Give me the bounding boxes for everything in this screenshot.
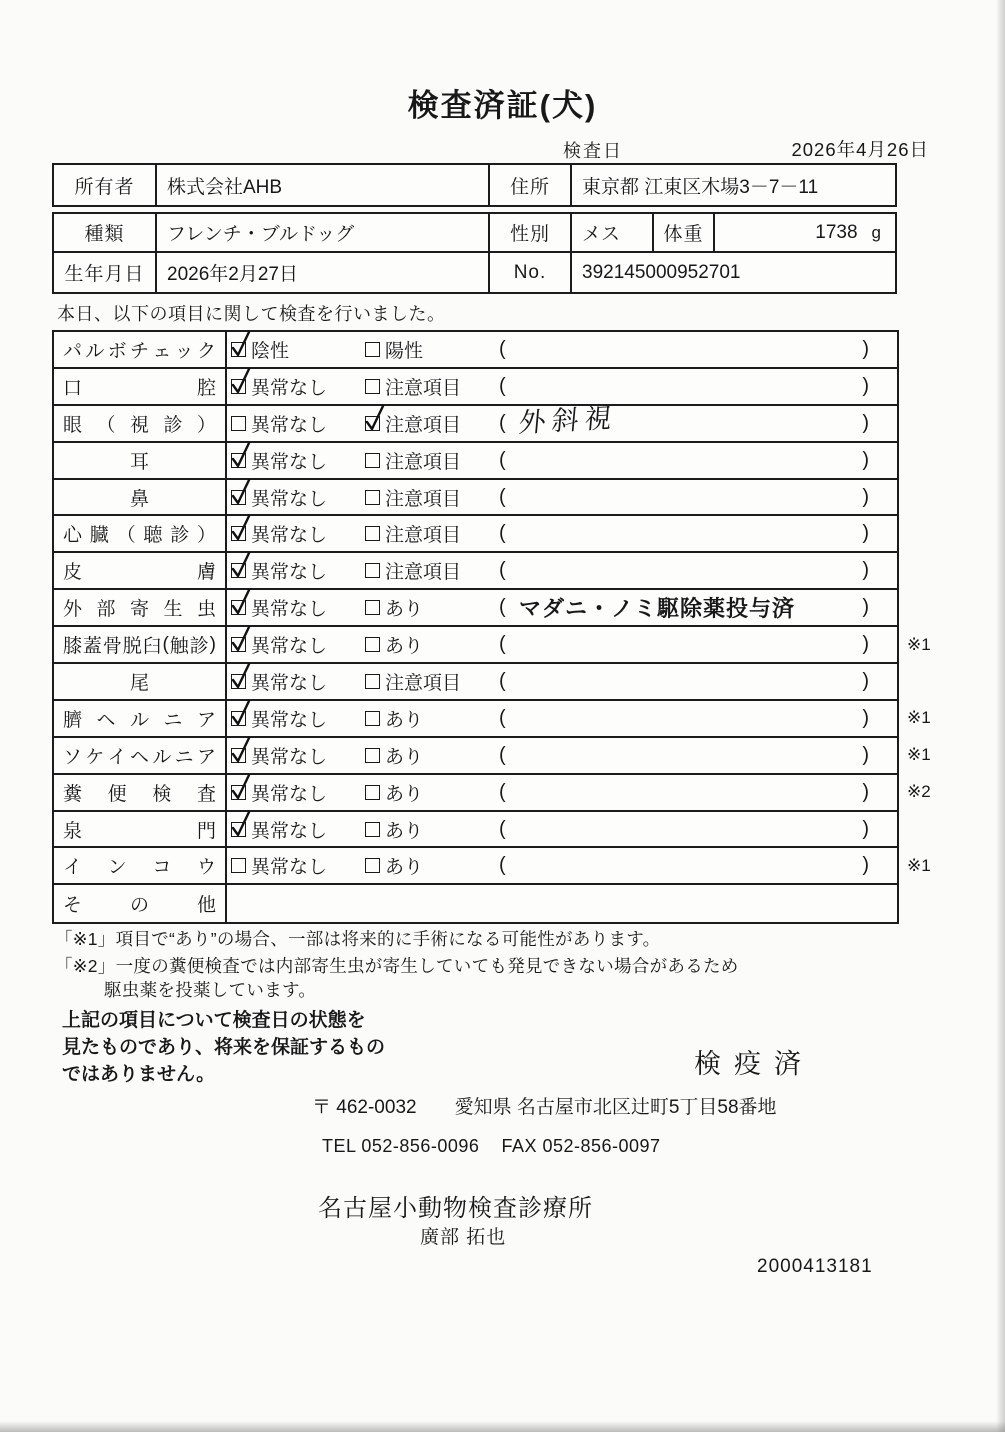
option2-label: 注意項目 [385, 562, 462, 584]
note-text: 外斜視 [517, 402, 619, 438]
checkbox1 [231, 600, 246, 615]
option2-label: 注意項目 [385, 525, 462, 547]
option-1 [231, 738, 327, 773]
checkbox1 [231, 526, 246, 541]
address-label: 住所 [490, 165, 572, 205]
checklist-row [54, 885, 897, 922]
item-label: 耳 [54, 443, 227, 478]
option1-label: 陰性 [251, 340, 290, 362]
checklist-row [54, 664, 897, 701]
check-mark-icon [230, 624, 252, 654]
option-1 [231, 516, 327, 551]
checkbox2 [365, 526, 380, 541]
option-1 [231, 701, 327, 736]
clinic-tel: TEL 052-856-0096 [322, 1136, 480, 1156]
option1-label: 異常なし [251, 857, 328, 879]
item-label: 臍 ヘ ル ニ ア [54, 701, 227, 736]
option2-label: あり [385, 709, 424, 731]
item-label: 糞 便 検 査 [54, 775, 227, 810]
intro-sentence: 本日、以下の項目に関して検査を行いました。 [57, 304, 446, 324]
option2-label: あり [385, 599, 424, 621]
checklist-row [54, 332, 897, 369]
clinic-address: 愛知県 名古屋市北区辻町5丁目58番地 [454, 1097, 777, 1118]
footnote-1: 「※1」項目で“あり”の場合、一部は将来的に手術になる可能性があります。 [55, 929, 661, 949]
option-2 [365, 332, 423, 367]
option-2 [365, 369, 461, 404]
option-1 [231, 369, 327, 404]
option-2 [365, 443, 461, 478]
check-mark-icon [230, 698, 252, 728]
option2-label: 注意項目 [385, 414, 462, 436]
remark-parens [499, 738, 869, 773]
checklist-row [54, 480, 897, 517]
item-label: そ の 他 [54, 885, 227, 922]
remark-parens [499, 553, 869, 588]
close-paren-icon: ) [862, 411, 869, 434]
quarantine-done-text: 検疫済 [694, 1049, 814, 1079]
checkbox2 [365, 674, 380, 689]
remark-parens [499, 480, 869, 515]
row-options [227, 627, 897, 662]
checkbox2 [365, 785, 380, 800]
close-paren-icon: ) [862, 559, 869, 582]
clinic-postal-code: 〒 462-0032 [312, 1097, 417, 1118]
footnote-mark: ※2 [907, 782, 931, 802]
checkbox1 [231, 637, 246, 652]
option2-label: あり [385, 746, 424, 768]
checkbox2 [365, 416, 380, 431]
option-2 [365, 664, 461, 699]
item-label: ソ ケ イ ヘ ル ニ ア [54, 738, 227, 773]
option1-label: 異常なし [251, 746, 328, 768]
row-options [227, 664, 897, 699]
row-options [227, 738, 897, 773]
close-paren-icon: ) [862, 337, 869, 360]
close-paren-icon: ) [862, 780, 869, 803]
open-paren-icon: ( [499, 817, 506, 840]
disclaimer [62, 1007, 385, 1088]
checkbox1 [231, 342, 246, 357]
footnote-mark: ※1 [907, 708, 931, 728]
option-1 [231, 443, 327, 478]
row-options [227, 775, 897, 810]
checkbox2 [365, 453, 380, 468]
option-1 [231, 775, 327, 810]
no-label: No. [490, 253, 572, 292]
sex-value: メス [572, 214, 654, 251]
note-text: マダニ・ノミ駆除薬投与済 [519, 596, 796, 622]
checkbox1 [231, 748, 246, 763]
close-paren-icon: ) [862, 706, 869, 729]
option2-label: 陽性 [385, 340, 424, 362]
option-2 [365, 738, 423, 773]
option-2 [365, 590, 423, 625]
remark-parens [499, 701, 869, 736]
clinic-fax: FAX 052-856-0097 [501, 1136, 661, 1156]
checkbox2 [365, 711, 380, 726]
open-paren-icon: ( [499, 411, 506, 434]
birthdate-value: 2026年2月27日 [157, 253, 490, 292]
option2-label: 注意項目 [385, 672, 462, 694]
row-options [227, 480, 897, 515]
check-mark-icon [230, 366, 252, 396]
checklist-row [54, 369, 897, 406]
item-label: 膝 蓋 骨 脱 臼 ( 触 診 ) [54, 627, 227, 662]
option-1 [231, 812, 327, 847]
checklist-row [54, 402, 897, 443]
checklist-row [54, 848, 931, 885]
checkbox2 [365, 637, 380, 652]
row-options [227, 516, 897, 551]
check-mark-icon [230, 329, 252, 359]
option-1 [231, 332, 289, 367]
option-2 [365, 553, 461, 588]
footnote-2-line1: 「※2」一度の糞便検査では内部寄生虫が寄生していても発見できない場合があるため [55, 956, 739, 976]
open-paren-icon: ( [499, 559, 506, 582]
remark-parens [499, 332, 869, 367]
check-mark-icon [230, 735, 252, 765]
checklist-row [54, 701, 931, 738]
breed-label: 種類 [54, 214, 157, 251]
option-1 [231, 664, 327, 699]
disclaimer-line2: 見たものであり、将来を保証するもの [62, 1037, 386, 1058]
footnote-2-line2: 駆虫薬を投薬しています。 [104, 980, 317, 1000]
checkbox1 [231, 822, 246, 837]
remark-parens [499, 402, 869, 441]
row-options [227, 553, 897, 588]
checklist-row [54, 627, 931, 664]
row-options [227, 885, 897, 922]
serial-number: 2000413181 [757, 1256, 873, 1277]
checklist-row [54, 738, 931, 775]
option1-label: 異常なし [251, 414, 328, 436]
row-options [227, 402, 897, 441]
option1-label: 異常なし [251, 672, 328, 694]
close-paren-icon: ) [862, 633, 869, 656]
close-paren-icon: ) [862, 669, 869, 692]
open-paren-icon: ( [499, 374, 506, 397]
open-paren-icon: ( [499, 780, 506, 803]
checkbox1 [231, 858, 246, 873]
close-paren-icon: ) [862, 596, 869, 619]
option-2 [365, 480, 461, 515]
close-paren-icon: ) [862, 522, 869, 545]
clinic-name: 名古屋小動物検査診療所 [318, 1195, 593, 1222]
owner-table [52, 163, 897, 207]
option2-label: あり [385, 636, 424, 658]
checkbox1 [231, 379, 246, 394]
checkbox1 [231, 711, 246, 726]
open-paren-icon: ( [499, 743, 506, 766]
checklist-row [54, 775, 931, 812]
checklist-row [54, 516, 897, 553]
option1-label: 異常なし [251, 488, 328, 510]
no-value: 392145000952701 [582, 261, 741, 283]
scan-edge-bottom [0, 1421, 1005, 1432]
option2-label: あり [385, 783, 424, 805]
checklist-table [52, 330, 931, 924]
check-mark-icon [230, 477, 252, 507]
clinic-tel-line [322, 1136, 661, 1157]
item-label: 泉 門 [54, 812, 227, 847]
option2-label: 注意項目 [385, 488, 462, 510]
checklist-row [54, 590, 897, 627]
checkbox1 [231, 453, 246, 468]
footnote-mark: ※1 [907, 855, 931, 875]
option1-label: 異常なし [251, 451, 328, 473]
open-paren-icon: ( [499, 596, 506, 619]
check-mark-icon [230, 772, 252, 802]
owner-value: 株式会社AHB [157, 165, 490, 205]
owner-label: 所有者 [54, 165, 157, 205]
row-options [227, 812, 897, 847]
check-mark-icon [230, 661, 252, 691]
option-2 [365, 848, 423, 883]
item-label: パ ル ボ チ ェ ッ ク [54, 332, 227, 367]
remark-parens [499, 848, 869, 883]
option2-label: 注意項目 [385, 451, 462, 473]
check-mark-icon [230, 513, 252, 543]
item-label: 口 腔 [54, 369, 227, 404]
remark-parens [499, 590, 869, 625]
checkbox1 [231, 490, 246, 505]
checkbox2 [365, 822, 380, 837]
option-2 [365, 701, 423, 736]
check-mark-icon [230, 550, 252, 580]
option-1 [231, 553, 327, 588]
check-mark-icon [230, 587, 252, 617]
option-1 [231, 848, 327, 883]
disclaimer-line3: ではありません。 [62, 1064, 216, 1085]
remark-parens [499, 627, 869, 662]
open-paren-icon: ( [499, 669, 506, 692]
row-options [227, 848, 897, 883]
open-paren-icon: ( [499, 854, 506, 877]
check-mark-icon [230, 809, 252, 839]
close-paren-icon: ) [862, 448, 869, 471]
exam-date-value: 2026年4月26日 [791, 139, 929, 160]
checkbox1 [231, 563, 246, 578]
option1-label: 異常なし [251, 820, 328, 842]
disclaimer-line1: 上記の項目について検査日の状態を [62, 1010, 366, 1031]
option2-label: 注意項目 [385, 377, 462, 399]
pet-info-table [52, 212, 897, 294]
row-options [227, 332, 897, 367]
checkbox2 [365, 600, 380, 615]
close-paren-icon: ) [862, 485, 869, 508]
birthdate-label: 生年月日 [54, 253, 157, 292]
item-label: 心 臓 （ 聴 診 ） [54, 516, 227, 551]
item-label: 鼻 [54, 480, 227, 515]
checkbox2 [365, 563, 380, 578]
open-paren-icon: ( [499, 448, 506, 471]
option-1 [231, 627, 327, 662]
option2-label: あり [385, 857, 424, 879]
option1-label: 異常なし [251, 599, 328, 621]
option-2 [365, 627, 423, 662]
option-2 [365, 775, 423, 810]
footnote-mark: ※1 [907, 745, 931, 765]
item-label: イ ン コ ウ [54, 848, 227, 883]
veterinarian-name: 廣部 拓也 [420, 1227, 507, 1248]
option-2 [365, 812, 423, 847]
sex-label: 性別 [490, 214, 572, 251]
checkbox2 [365, 342, 380, 357]
checkbox1 [231, 416, 246, 431]
close-paren-icon: ) [862, 743, 869, 766]
option1-label: 異常なし [251, 562, 328, 584]
option1-label: 異常なし [251, 377, 328, 399]
close-paren-icon: ) [862, 817, 869, 840]
open-paren-icon: ( [499, 337, 506, 360]
breed-value: フレンチ・ブルドッグ [157, 214, 490, 251]
remark-parens [499, 443, 869, 478]
remark-parens [499, 516, 869, 551]
remark-parens [499, 812, 869, 847]
open-paren-icon: ( [499, 522, 506, 545]
remark-parens [499, 664, 869, 699]
row-options [227, 701, 897, 736]
row-options [227, 443, 897, 478]
option1-label: 異常なし [251, 783, 328, 805]
check-mark-icon [230, 440, 252, 470]
open-paren-icon: ( [499, 706, 506, 729]
option1-label: 異常なし [251, 636, 328, 658]
checkbox1 [231, 674, 246, 689]
exam-date-label: 検査日 [563, 141, 623, 161]
item-label: 尾 [54, 664, 227, 699]
option-2 [365, 516, 461, 551]
close-paren-icon: ) [862, 854, 869, 877]
option-1 [231, 406, 327, 441]
item-label: 皮 膚 [54, 553, 227, 588]
address-value: 東京都 江東区木場3－7－11 [582, 176, 819, 198]
clinic-address-line [312, 1092, 777, 1119]
option-1 [231, 480, 327, 515]
weight-value [715, 214, 895, 251]
option1-label: 異常なし [251, 525, 328, 547]
option-2 [365, 406, 461, 441]
checklist-row [54, 553, 897, 590]
weight-label: 体重 [654, 214, 715, 251]
item-label: 外 部 寄 生 虫 [54, 590, 227, 625]
option-1 [231, 590, 327, 625]
footnote-mark: ※1 [907, 634, 931, 654]
scan-edge-right [996, 0, 1005, 1432]
option1-label: 異常なし [251, 709, 328, 731]
remark-parens [499, 775, 869, 810]
checkbox2 [365, 858, 380, 873]
checkbox2 [365, 379, 380, 394]
close-paren-icon: ) [862, 374, 869, 397]
item-label: 眼 （ 視 診 ） [54, 406, 227, 441]
checkbox1 [231, 785, 246, 800]
weight-number: 1738 [815, 221, 858, 243]
open-paren-icon: ( [499, 485, 506, 508]
weight-unit: g [871, 222, 881, 242]
row-options [227, 590, 897, 625]
checklist-row [54, 443, 897, 480]
check-mark-icon [364, 403, 386, 433]
checkbox2 [365, 748, 380, 763]
open-paren-icon: ( [499, 633, 506, 656]
checkbox2 [365, 490, 380, 505]
page-title: 検査済証(犬) [407, 88, 598, 123]
checklist-row [54, 812, 897, 849]
option2-label: あり [385, 820, 424, 842]
